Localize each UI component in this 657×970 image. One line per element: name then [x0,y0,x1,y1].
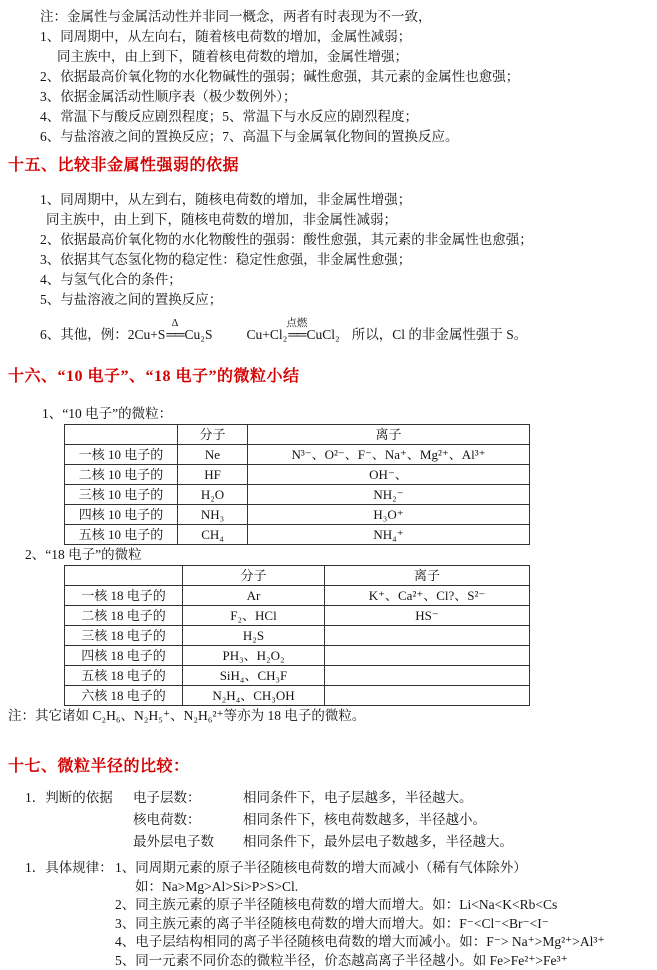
t2-r4-label: 五核 18 电子的 [65,666,183,686]
t2-r2-molecule: H₂S [183,626,325,646]
basis-desc-charge: 相同条件下，核电荷数越多，半径越小。 [243,809,486,831]
table-row [65,465,530,485]
intro-note: 注：金属性与金属活动性并非同一概念，两者有时表现为不一致， [40,7,657,27]
rule-3: 3、同主族元素的离子半径随核电荷数的增大而增大。如：F⁻<Cl⁻<Br⁻<I⁻ [115,915,657,934]
table-row [65,666,530,686]
rule-4: 4、电子层结构相同的离子半径随核电荷数的增大而减小。如：F⁻> Na⁺>Mg²⁺>Al³⁺ [115,933,657,952]
t1-r4-ion: NH₄⁺ [248,525,530,545]
t2-header-ion: 离子 [325,566,530,586]
section-17-heading: 十七、微粒半径的比较： [8,756,657,778]
t2-r5-ion [325,686,530,706]
table-row [65,606,530,626]
t2-r3-molecule: PH₃、H₂O₂ [183,646,325,666]
eq2-rhs: CuCl₂ [307,327,340,342]
eighteen-electron-note: 注：其它诸如 C₂H₆、N₂H₅⁺、N₂H₆²⁺等亦为 18 电子的微粒。 [8,706,657,726]
t2-header-molecule: 分子 [183,566,325,586]
eq2-condition-ignite: 点燃 [286,319,307,330]
eq2-lhs: Cu+Cl₂ [247,327,288,342]
eq1-double-bar: ══ [166,327,183,342]
basis-desc-outer-electrons: 相同条件下，最外层电子数越多，半径越大。 [243,831,513,853]
basis-term-shells: 电子层数： [133,787,243,809]
ten-electron-table [64,424,530,545]
t1-r2-molecule: H₂O [178,485,248,505]
eq1-equals-sign [166,324,183,346]
t1-r0-molecule: Ne [178,445,248,465]
t2-r2-ion [325,626,530,646]
basis-label: 1．判断的依据 [25,787,133,809]
t1-r1-ion: OH⁻、 [248,465,530,485]
radius-basis-block [25,787,657,853]
section-15-items [40,190,657,310]
t2-r5-molecule: N₂H₄、CH₃OH [183,686,325,706]
equation-conclusion: 所以，Cl 的非金属性强于 S。 [352,327,528,342]
table-row [65,586,530,606]
t1-r2-ion: NH₂⁻ [248,485,530,505]
equation-prefix: 6、其他，例： [40,327,128,342]
eighteen-electron-caption: 2、“18 电子”的微粒 [25,545,657,565]
basis-desc-shells: 相同条件下，电子层越多，半径越大。 [243,787,473,809]
table-header-row [65,425,530,445]
t2-r4-molecule: SiH₄、CH₃F [183,666,325,686]
t1-r0-label: 一核 10 电子的 [65,445,178,465]
intro-item-4-5: 4、常温下与酸反应剧烈程度；5、常温下与水反应的剧烈程度； [40,107,657,127]
table-header-row [65,566,530,586]
basis-label-spacer [25,809,133,831]
rule-1-example: 如：Na>Mg>Al>Si>P>S>Cl. [135,878,657,897]
rules-label: 1．具体规律： [25,859,115,878]
t1-r2-label: 三核 10 电子的 [65,485,178,505]
basis-row [25,787,657,809]
t2-r3-label: 四核 18 电子的 [65,646,183,666]
table-row [65,445,530,465]
basis-row [25,809,657,831]
s15-item-4: 4、与氢气化合的条件； [40,270,657,290]
t2-r2-label: 三核 18 电子的 [65,626,183,646]
table-row [65,646,530,666]
s15-item-5: 5、与盐溶液之间的置换反应； [40,290,657,310]
basis-term-charge: 核电荷数： [133,809,243,831]
t2-r3-ion [325,646,530,666]
rule-1: 1、同周期元素的原子半径随核电荷数的增大而减小（稀有气体除外） [115,859,527,878]
s15-item-1-continued: 同主族中，由上到下，随核电荷数的增加，非金属性减弱； [46,210,657,230]
eq2-double-bar: ══ [288,327,305,342]
t2-r0-label: 一核 18 电子的 [65,586,183,606]
t1-r0-ion: N³⁻、O²⁻、F⁻、Na⁺、Mg²⁺、Al³⁺ [248,445,530,465]
t2-r1-ion: HS⁻ [325,606,530,626]
t1-r1-label: 二核 10 电子的 [65,465,178,485]
s15-item-1: 1、同周期中，从左到右，随核电荷数的增加，非金属性增强； [40,190,657,210]
eq1-condition-delta: Δ [172,319,179,330]
t1-header-ion: 离子 [248,425,530,445]
radius-rules-block [25,859,657,970]
s15-item-2: 2、依据最高价氧化物的水化物酸性的强弱：酸性愈强，其元素的非金属性也愈强； [40,230,657,250]
t1-r3-molecule: NH₃ [178,505,248,525]
t1-r4-label: 五核 10 电子的 [65,525,178,545]
equation-1 [128,327,213,342]
section-16-heading: 十六、“10 电子”、“18 电子”的微粒小结 [8,366,657,388]
basis-label-spacer [25,831,133,853]
t2-r1-molecule: F₂、HCl [183,606,325,626]
t2-r5-label: 六核 18 电子的 [65,686,183,706]
t2-r1-label: 二核 18 电子的 [65,606,183,626]
rule-5: 5、同一元素不同价态的微粒半径，价态越高离子半径越小。如 Fe>Fe²⁺>Fe³⁺ [115,952,657,970]
table-row [65,505,530,525]
table-row [65,686,530,706]
table-row [65,485,530,505]
ten-electron-caption: 1、“10 电子”的微粒： [42,404,657,424]
table-row [65,626,530,646]
table-row [65,525,530,545]
t1-header-blank [65,425,178,445]
rules-first-row [25,859,657,878]
t2-header-blank [65,566,183,586]
equation-2 [247,327,340,342]
intro-item-2: 2、依据最高价氧化物的水化物碱性的强弱；碱性愈强，其元素的金属性也愈强； [40,67,657,87]
t1-r3-ion: H₃O⁺ [248,505,530,525]
intro-item-3: 3、依据金属活动性顺序表（极少数例外）； [40,87,657,107]
t1-r3-label: 四核 10 电子的 [65,505,178,525]
t2-r0-ion: K⁺、Ca²⁺、Cl?、S²⁻ [325,586,530,606]
intro-item-6-7: 6、与盐溶液之间的置换反应；7、高温下与金属氧化物间的置换反应。 [40,127,657,147]
s15-item-3: 3、依据其气态氢化物的稳定性：稳定性愈强，非金属性愈强； [40,250,657,270]
t2-r4-ion [325,666,530,686]
eq1-lhs: 2Cu+S [128,327,166,342]
section-15-heading: 十五、比较非金属性强弱的依据 [8,155,657,177]
basis-term-outer-electrons: 最外层电子数 [133,831,243,853]
intro-item-1: 1、同周期中，从左向右，随着核电荷数的增加，金属性减弱； [40,27,657,47]
t1-r4-molecule: CH₄ [178,525,248,545]
basis-row [25,831,657,853]
t1-r1-molecule: HF [178,465,248,485]
t1-header-molecule: 分子 [178,425,248,445]
metallicity-note-block [40,0,657,147]
eq2-equals-sign [288,324,305,346]
eighteen-electron-table [64,565,530,706]
eq1-rhs: Cu₂S [185,327,213,342]
rule-2: 2、同主族元素的原子半径随核电荷数的增大而增大。如：Li<Na<K<Rb<Cs [115,896,657,915]
s15-item-6-equation-line [40,310,657,346]
intro-item-1-continued: 同主族中，由上到下，随着核电荷数的增加，金属性增强； [57,47,657,67]
t2-r0-molecule: Ar [183,586,325,606]
